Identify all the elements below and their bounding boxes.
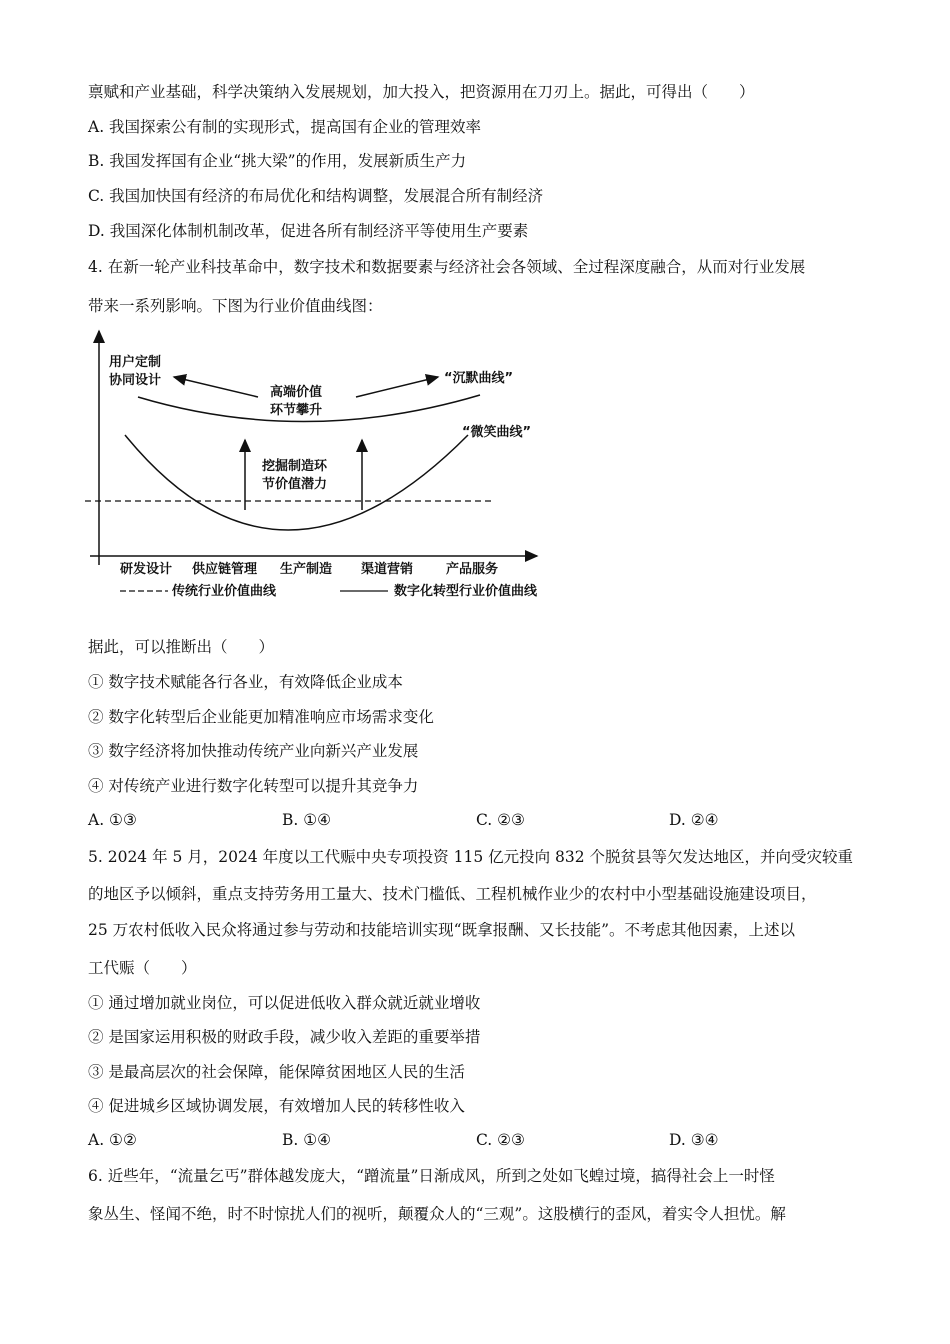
stage-label-3: 渠道营销 [361, 562, 414, 577]
q5-item-3: ③ 是最高层次的社会保障，能保障贫困地区人民的生活 [88, 1063, 465, 1081]
q4-choice-d: D. ②④ [669, 811, 719, 829]
stage-label-4: 产品服务 [446, 562, 499, 577]
q5-choice-c: C. ②③ [476, 1131, 525, 1149]
q5-choice-d: D. ③④ [669, 1131, 719, 1149]
y-label-line2: 协同设计 [109, 373, 162, 388]
q5-stem-line3: 25 万农村低收入民众将通过参与劳动和技能培训实现“既拿报酬、又长技能”。不考虑其他因素，上述以 [88, 921, 796, 939]
q5-stem-line2: 的地区予以倾斜，重点支持劳务用工量大、技术门槛低、工程机械作业少的农村中小型基础设施建设项目， [88, 885, 817, 903]
mid-note-line2: 节价值潜力 [262, 477, 328, 492]
q5-stem-line1: 5. 2024 年 5 月，2024 年度以工代赈中央专项投资 115 亿元投向 832 个脱贫县等欠发达地区，并向受灾较重 [88, 848, 854, 866]
q5-choice-b: B. ①④ [282, 1131, 332, 1149]
q4-choice-a: A. ①③ [88, 811, 137, 829]
q4-choice-c: C. ②③ [476, 811, 525, 829]
q3-option-a: A. 我国探索公有制的实现形式，提高国有企业的管理效率 [88, 118, 482, 136]
q5-choice-a: A. ①② [88, 1131, 137, 1149]
q5-item-1: ① 通过增加就业岗位，可以促进低收入群众就近就业增收 [88, 994, 481, 1012]
q3-option-c: C. 我国加快国有经济的布局优化和结构调整，发展混合所有制经济 [88, 187, 544, 205]
q3-stem-tail: 禀赋和产业基础，科学决策纳入发展规划，加大投入，把资源用在刀刃上。据此，可得出（ ） [88, 83, 755, 101]
q6-stem-line2: 象丛生、怪闻不绝，时不时惊扰人们的视听，颠覆众人的“三观”。这股横行的歪风，着实令人担忧。解 [88, 1205, 786, 1223]
q4-stem-line1: 4. 在新一轮产业科技革命中，数字技术和数据要素与经济社会各领域、全过程深度融合，从而对行业发展 [88, 258, 806, 276]
right-up-arrow [356, 377, 438, 397]
stage-label-0: 研发设计 [120, 562, 173, 577]
mid-note-line1: 挖掘制造环 [262, 459, 328, 474]
q3-option-d: D. 我国深化体制机制改革，促进各所有制经济平等使用生产要素 [88, 222, 529, 240]
legend-dashed-label: 传统行业价值曲线 [172, 584, 277, 599]
q3-option-b: B. 我国发挥国有企业“挑大梁”的作用，发展新质生产力 [88, 152, 467, 170]
industry-value-curve-figure [80, 325, 580, 610]
q5-item-2: ② 是国家运用积极的财政手段，减少收入差距的重要举措 [88, 1028, 481, 1046]
top-note-line1: 高端价值 [270, 385, 323, 400]
smile-curve-label: “微笑曲线” [462, 425, 532, 440]
q4-item-1: ① 数字技术赋能各行各业，有效降低企业成本 [88, 673, 403, 691]
legend-solid-label: 数字化转型行业价值曲线 [394, 584, 538, 599]
left-up-arrow [174, 377, 258, 397]
q4-stem-line2: 带来一系列影响。下图为行业价值曲线图： [88, 297, 383, 315]
y-label-line1: 用户定制 [109, 355, 162, 370]
q4-prompt: 据此，可以推断出（ ） [88, 638, 275, 656]
q4-choice-b: B. ①④ [282, 811, 332, 829]
q5-stem-line4: 工代赈（ ） [88, 959, 197, 977]
q4-item-2: ② 数字化转型后企业能更加精准响应市场需求变化 [88, 708, 434, 726]
stage-label-2: 生产制造 [280, 562, 333, 577]
q4-item-3: ③ 数字经济将加快推动传统产业向新兴产业发展 [88, 742, 419, 760]
q6-stem-line1: 6. 近些年，“流量乞丐”群体越发庞大，“蹭流量”日渐成风，所到之处如飞蝗过境，搞得社会上一时怪 [88, 1167, 775, 1185]
silent-curve-label: “沉默曲线” [444, 371, 514, 386]
stage-label-1: 供应链管理 [192, 562, 258, 577]
q5-item-4: ④ 促进城乡区域协调发展，有效增加人民的转移性收入 [88, 1097, 465, 1115]
q4-item-4: ④ 对传统产业进行数字化转型可以提升其竞争力 [88, 777, 419, 795]
top-note-line2: 环节攀升 [270, 403, 323, 418]
